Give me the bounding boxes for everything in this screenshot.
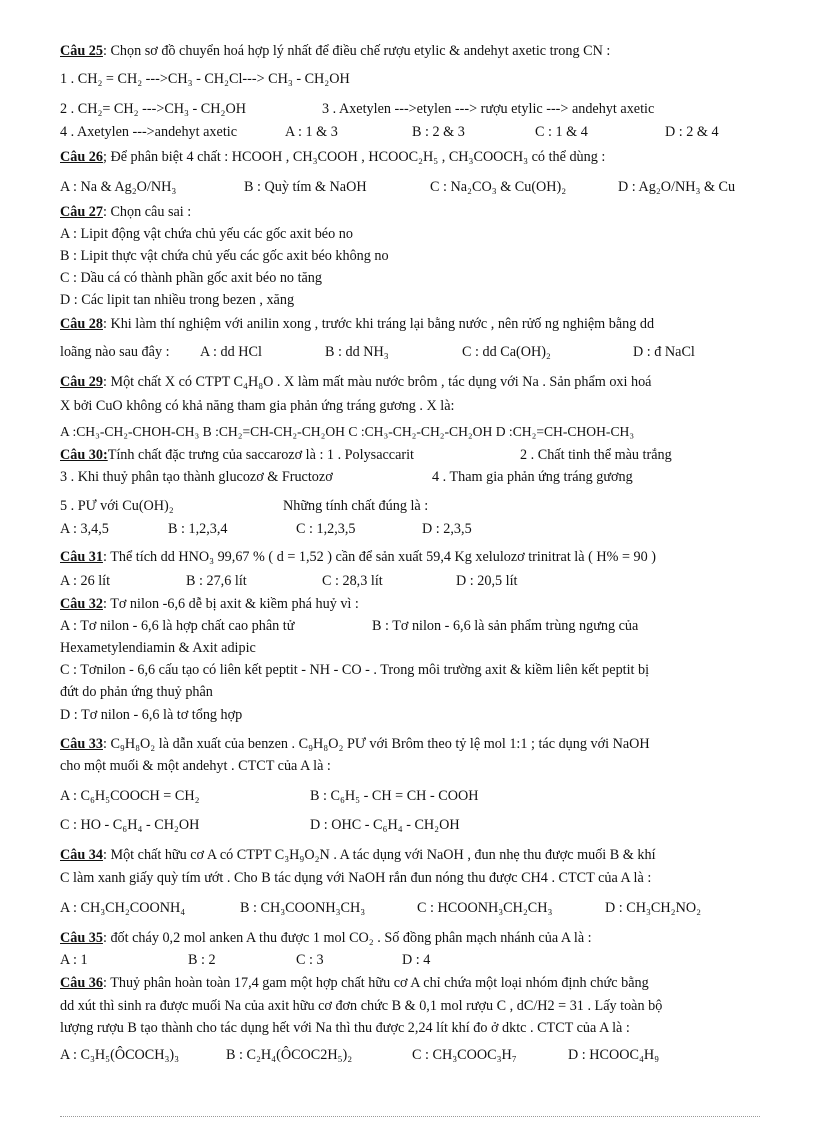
question-text: : Một chất X có CTPT C₄H₈O . X làm mất màu nước brôm , tác dụng với Na . Sản phẩm oxi hoá <box>102 374 652 390</box>
q36-line-2: dd xút thì sinh ra được muối Na của axit hữu cơ đơn chức B & 0,1 mol rượu C , dC/H2 = 31 . Lấy toàn bộ <box>60 998 663 1014</box>
question-text: : Chọn sơ đồ chuyển hoá hợp lý nhất để điều chế rượu etylic & andehyt axetic trong CN : <box>102 43 611 59</box>
q36-option-c: C : CH₃COOC₃H₇ <box>412 1047 517 1063</box>
q35-option-b: B : 2 <box>188 952 216 968</box>
q31-option-c: C : 28,3 lít <box>322 573 383 589</box>
question-number: Câu 32 <box>60 596 103 612</box>
q25-option-c: C : 1 & 4 <box>535 124 588 140</box>
question-33 <box>60 735 650 753</box>
q27-option-b: B : Lipit thực vật chứa chủ yếu các gốc axit béo không no <box>60 248 389 264</box>
question-number: Câu 36 <box>60 975 103 991</box>
question-27 <box>60 203 191 221</box>
q28-option-c: C : dd Ca(OH)₂ <box>462 344 551 360</box>
q35-option-a: A : 1 <box>60 952 88 968</box>
q33-option-c: C : HO - C₆H₄ - CH₂OH <box>60 817 200 833</box>
q26-option-c: C : Na₂CO₃ & Cu(OH)₂ <box>430 179 567 195</box>
q36-option-a: A : C₃H₅(ÔCOCH₃)₃ <box>60 1047 180 1063</box>
q30-item-5: 5 . PƯ với Cu(OH)₂ <box>60 498 174 514</box>
q32-option-a: A : Tơ nilon - 6,6 là hợp chất cao phân tử <box>60 618 295 634</box>
q25-line-3: 4 . Axetylen --->andehyt axetic <box>60 124 238 140</box>
q30-option-c: C : 1,2,3,5 <box>296 521 356 537</box>
q36-line-3: lượng rượu B tạo thành cho tác dụng hết với Na thì thu được 2,24 lít khí đo ở dktc . CTCT của A là : <box>60 1020 630 1036</box>
question-text: Tính chất đặc trưng của saccarozơ là : 1 . Polysaccarit <box>107 447 415 463</box>
q33-option-d: D : OHC - C₆H₄ - CH₂OH <box>310 817 460 833</box>
q30-item-3: 3 . Khi thuỷ phân tạo thành glucozơ & Fructozơ <box>60 469 333 485</box>
q32-option-d: D : Tơ nilon - 6,6 là tơ tổng hợp <box>60 707 243 723</box>
q25-line-2: 2 . CH₂= CH₂ --->CH₃ - CH₂OH <box>60 101 246 117</box>
q30-option-b: B : 1,2,3,4 <box>168 521 228 537</box>
q33-option-b: B : C₆H₅ - CH = CH - COOH <box>310 788 479 804</box>
question-28 <box>60 315 654 333</box>
q27-option-a: A : Lipit động vật chứa chủ yếu các gốc axit béo no <box>60 226 353 242</box>
q34-option-c: C : HCOONH₃CH₂CH₃ <box>417 900 553 916</box>
q31-option-b: B : 27,6 lít <box>186 573 247 589</box>
q34-option-d: D : CH₃CH₂NO₂ <box>605 900 702 916</box>
question-29 <box>60 373 651 391</box>
question-number: Câu 30: <box>60 447 108 463</box>
q28-option-b: B : dd NH₃ <box>325 344 389 360</box>
question-text: : Khi làm thí nghiệm với anilin xong , trước khi tráng lại bằng nước , nên rửố ng nghiệm bằng dd <box>102 316 655 332</box>
q26-option-a: A : Na & Ag₂O/NH₃ <box>60 179 177 195</box>
question-text: : Chọn câu sai : <box>102 204 192 220</box>
q33-line-2: cho một muối & một andehyt . CTCT của A là : <box>60 758 331 774</box>
q28-line-2: loãng nào sau đây : <box>60 344 170 360</box>
question-number: Câu 28 <box>60 316 103 332</box>
q31-option-d: D : 20,5 lít <box>456 573 518 589</box>
q25-option-d: D : 2 & 4 <box>665 124 719 140</box>
question-number: Câu 34 <box>60 847 103 863</box>
question-text: : Thuỷ phân hoàn toàn 17,4 gam một hợp chất hữu cơ A chỉ chứa một loại nhóm định chức bằng <box>102 975 649 991</box>
q30-item-4: 4 . Tham gia phản ứng tráng gương <box>432 469 633 485</box>
q28-option-d: D : đ NaCl <box>633 344 695 360</box>
q25-line-2b: 3 . Axetylen --->etylen ---> rượu etylic ---> andehyt axetic <box>322 101 655 117</box>
q25-option-a: A : 1 & 3 <box>285 124 338 140</box>
bottom-rule <box>60 1116 760 1117</box>
q27-option-d: D : Các lipit tan nhiều trong bezen , xăng <box>60 292 295 308</box>
q36-option-d: D : HCOOC₄H₉ <box>568 1047 660 1063</box>
question-number: Câu 31 <box>60 549 103 565</box>
q29-line-2: X bởi CuO không có khả năng tham gia phản ứng tráng gương . X là: <box>60 398 455 414</box>
q34-line-2: C làm xanh giấy quỳ tím ướt . Cho B tác dụng với NaOH rắn đun nóng thu được CH4 . CTCT của A là : <box>60 870 652 886</box>
q26-option-b: B : Quỳ tím & NaOH <box>244 179 367 195</box>
q30-item-2: 2 . Chất tinh thể màu trắng <box>520 447 672 463</box>
question-text: : Tơ nilon -6,6 dễ bị axit & kiềm phá huỷ vì : <box>102 596 359 612</box>
question-31 <box>60 548 656 566</box>
q32-option-c-cont: đứt do phản ứng thuỷ phân <box>60 684 213 700</box>
question-32 <box>60 595 359 613</box>
question-number: Câu 26 <box>60 149 103 165</box>
q31-option-a: A : 26 lít <box>60 573 111 589</box>
question-text: : Thể tích dd HNO₃ 99,67 % ( d = 1,52 ) cần để sản xuất 59,4 Kg xelulozơ trinitrat là ( H% = 90 ) <box>102 549 656 565</box>
q32-option-c: C : Tơnilon - 6,6 cấu tạo có liên kết peptit - NH - CO - . Trong môi trường axit & kiềm liên kết peptit bị <box>60 662 650 678</box>
question-36 <box>60 974 649 992</box>
q32-option-b: B : Tơ nilon - 6,6 là sản phẩm trùng ngưng của <box>372 618 639 634</box>
question-number: Câu 27 <box>60 204 103 220</box>
q36-option-b: B : C₂H₄(ÔCOC2H₅)₂ <box>226 1047 353 1063</box>
question-30 <box>60 446 414 464</box>
q27-option-c: C : Dầu cá có thành phần gốc axit béo no tăng <box>60 270 322 286</box>
question-35 <box>60 929 592 947</box>
question-26 <box>60 148 605 166</box>
q28-option-a: A : dd HCl <box>200 344 262 360</box>
q26-option-d: D : Ag₂O/NH₃ & Cu <box>618 179 736 195</box>
question-text: ; Để phân biệt 4 chất : HCOOH , CH₃COOH , HCOOC₂H₅ , CH₃COOCH₃ có thể dùng : <box>102 149 606 165</box>
q30-prompt: Những tính chất đúng là : <box>283 498 429 514</box>
question-text: : Một chất hữu cơ A có CTPT C₃H₉O₂N . A tác dụng với NaOH , đun nhẹ thu được muối B & khí <box>102 847 656 863</box>
question-number: Câu 29 <box>60 374 103 390</box>
q34-option-b: B : CH₃COONH₃CH₃ <box>240 900 366 916</box>
question-number: Câu 35 <box>60 930 103 946</box>
q29-options: A :CH₃-CH₂-CHOH-CH₃ B :CH₂=CH-CH₂-CH₂OH C :CH₃-CH₂-CH₂-CH₂OH D :CH₂=CH-CHOH-CH₃ <box>60 424 635 439</box>
question-text: : đốt cháy 0,2 mol anken A thu được 1 mol CO₂ . Số đồng phân mạch nhánh của A là : <box>102 930 592 946</box>
q30-option-a: A : 3,4,5 <box>60 521 109 537</box>
q35-option-d: D : 4 <box>402 952 431 968</box>
q34-option-a: A : CH₃CH₂COONH₄ <box>60 900 186 916</box>
q25-option-b: B : 2 & 3 <box>412 124 465 140</box>
question-text: : C₉H₈O₂ là dẫn xuất của benzen . C₉H₈O₂ PƯ với Brôm theo tỷ lệ mol 1:1 ; tác dụng với NaOH <box>102 736 650 752</box>
question-number: Câu 33 <box>60 736 103 752</box>
q30-option-d: D : 2,3,5 <box>422 521 472 537</box>
q32-option-b-cont: Hexametylendiamin & Axit adipic <box>60 640 256 656</box>
question-34 <box>60 846 656 864</box>
q35-option-c: C : 3 <box>296 952 324 968</box>
question-25 <box>60 42 610 60</box>
q25-line-1: 1 . CH₂ = CH₂ --->CH₃ - CH₂Cl---> CH₃ - CH₂OH <box>60 71 350 87</box>
question-number: Câu 25 <box>60 43 103 59</box>
q33-option-a: A : C₆H₅COOCH = CH₂ <box>60 788 200 804</box>
